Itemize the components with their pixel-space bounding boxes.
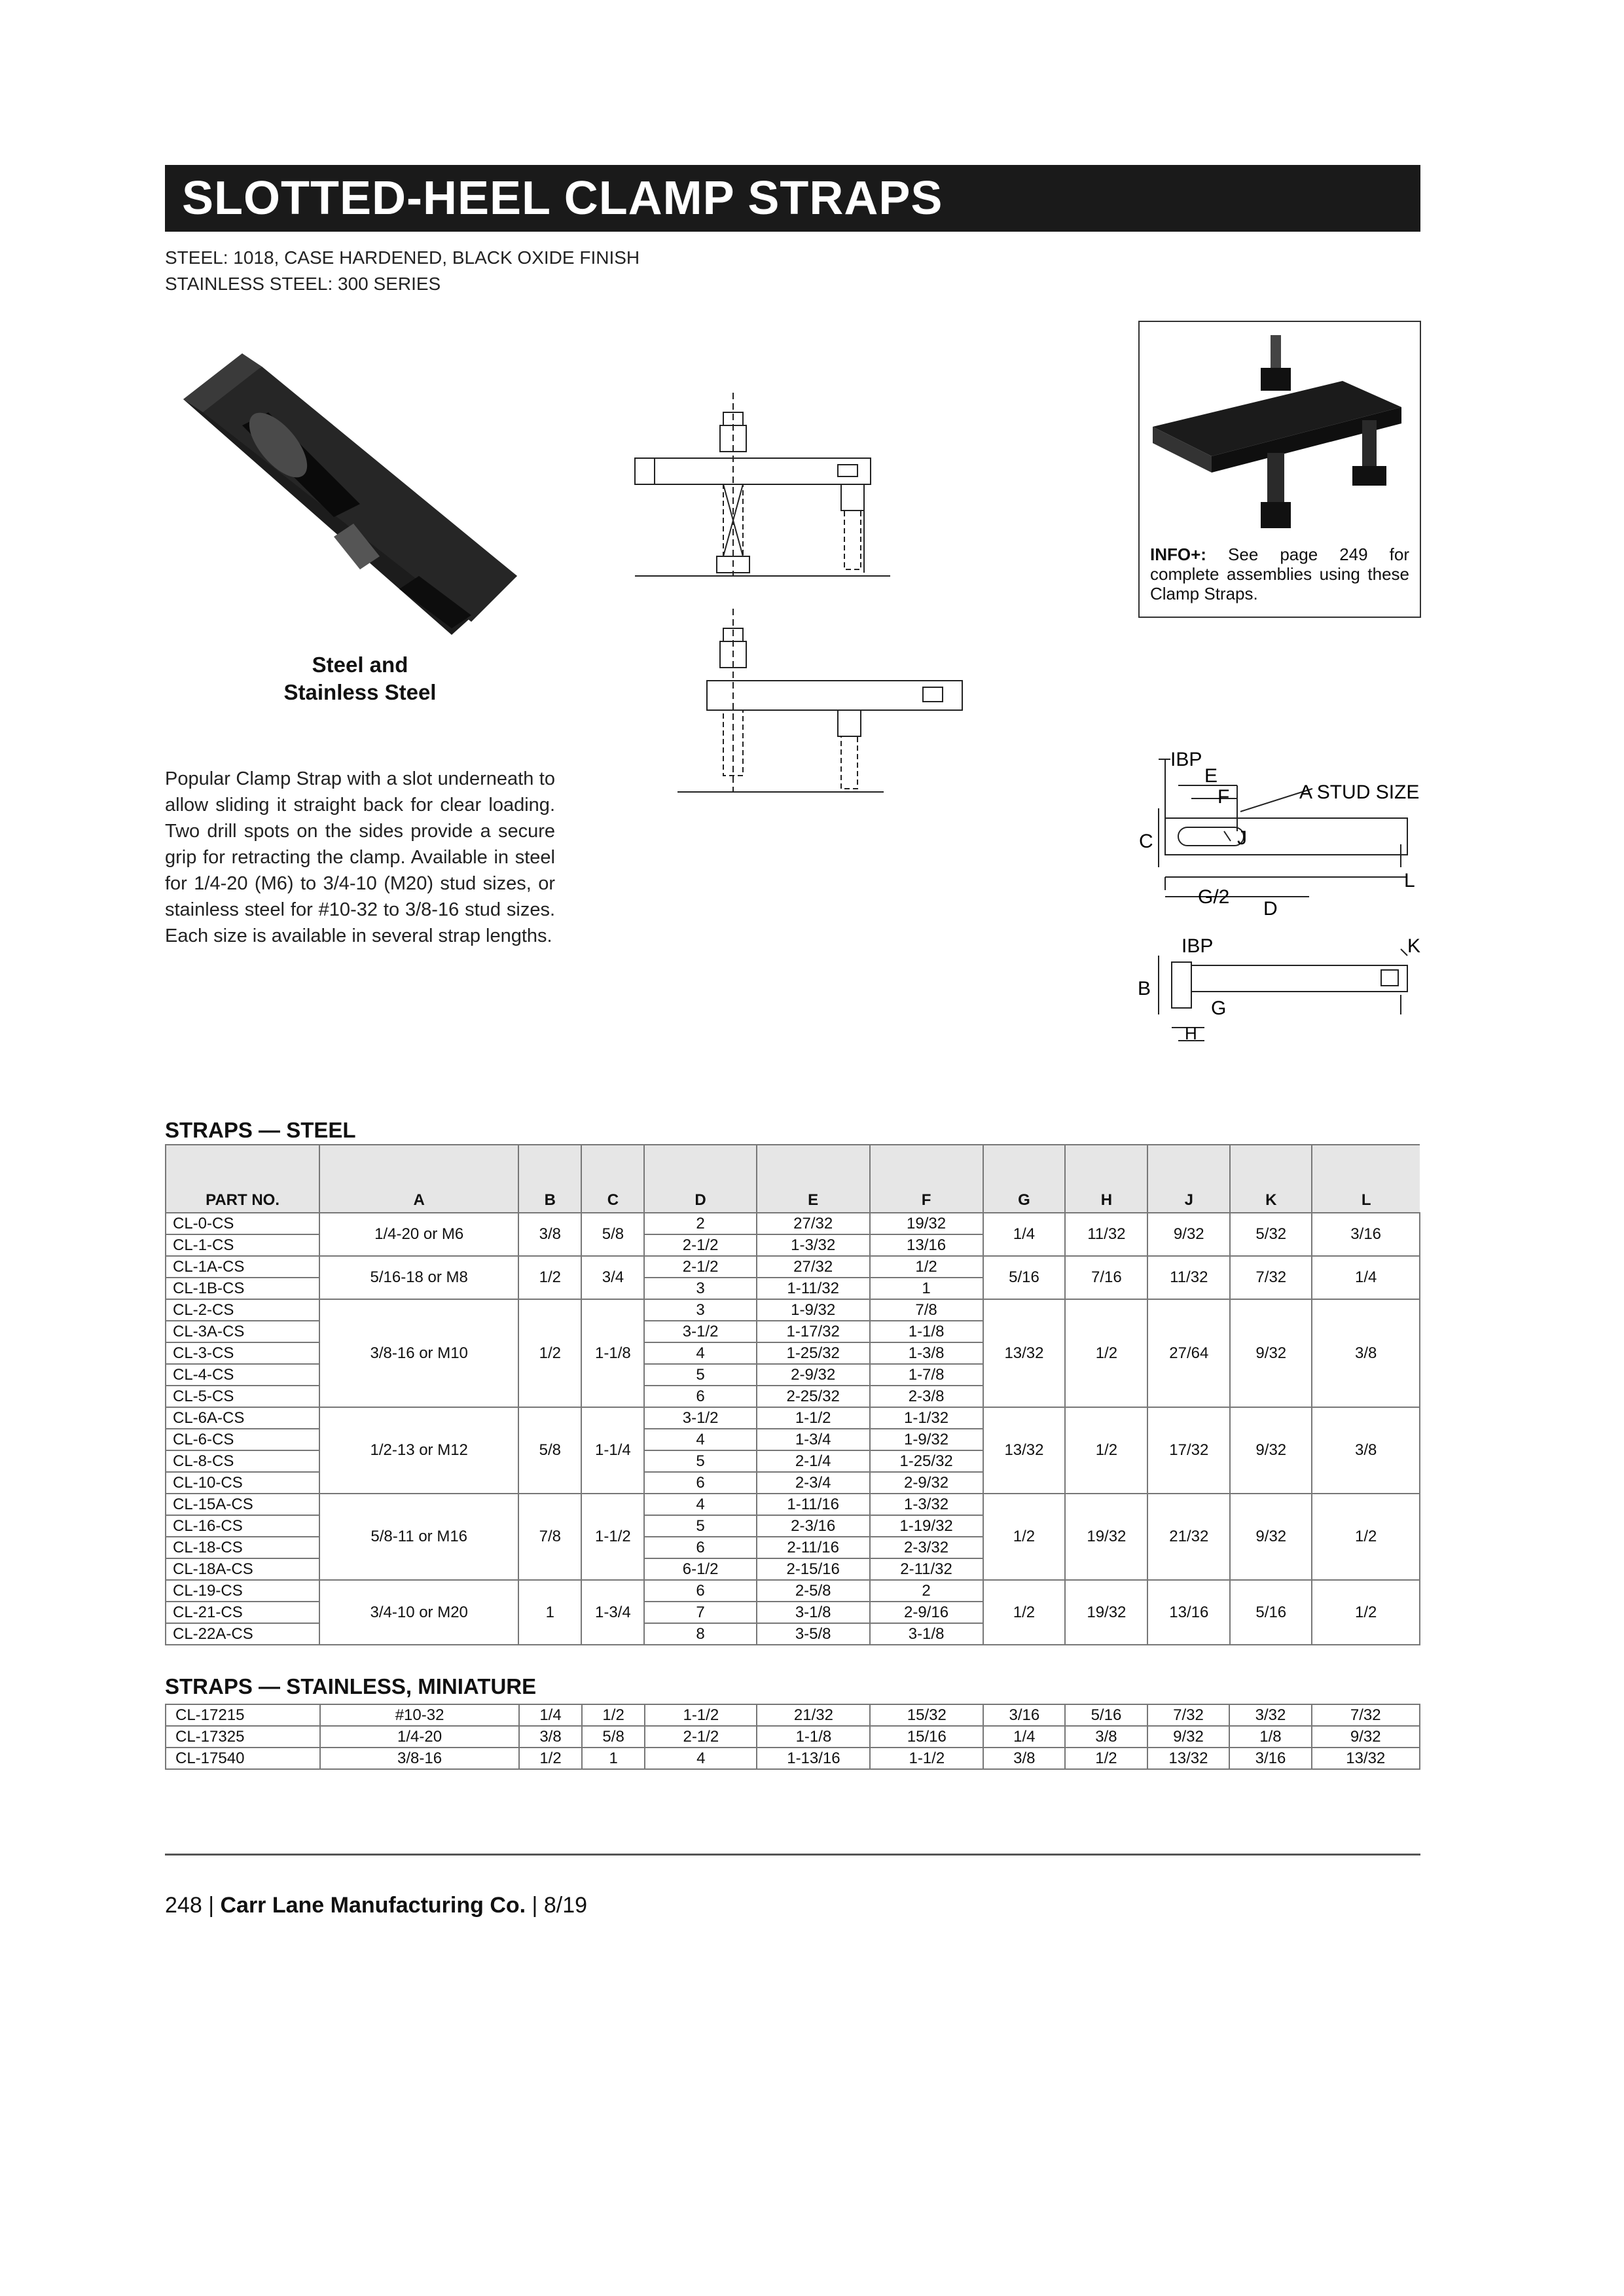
part-number-cell: CL-17325 [166,1726,320,1748]
dim-f-cell: 1-1/2 [870,1748,983,1769]
dim-f-cell: 15/16 [870,1726,983,1748]
dim-e-cell: 1-25/32 [757,1342,870,1364]
part-number-cell: CL-0-CS [166,1213,319,1234]
dim-d-cell: 2-1/2 [644,1234,756,1256]
page-footer [165,1893,587,1918]
dim-d-cell: 4 [644,1342,756,1364]
dim-label-g: G [1211,997,1227,1019]
dim-f-cell: 1-3/8 [870,1342,983,1364]
dim-b-cell: 1/2 [518,1299,581,1407]
steel-table-header [166,1145,1420,1213]
caption-line-2: Stainless Steel [283,680,437,704]
dim-f-cell: 2-11/32 [870,1558,983,1580]
page-title: SLOTTED-HEEL CLAMP STRAPS [182,172,943,224]
dim-d-cell: 6 [644,1537,756,1558]
part-number-cell: CL-3-CS [166,1342,319,1364]
dim-f-cell: 2 [870,1580,983,1602]
dim-d-cell: 3-1/2 [644,1407,756,1429]
dim-e-cell: 1-11/16 [757,1494,870,1515]
header-part-no: PART NO. [166,1145,319,1213]
dim-e-cell: 27/32 [757,1256,870,1278]
dim-b-cell: 1 [518,1580,581,1645]
dim-label-ibp: IBP [1170,749,1202,770]
dim-g-cell: 1/2 [983,1494,1066,1580]
dim-d-cell: 5 [644,1450,756,1472]
clamp-elevation-drawing-2 [674,602,982,798]
dim-f-cell: 1/2 [870,1256,983,1278]
dim-h-cell: 1/2 [1065,1407,1147,1494]
dim-h-cell: 1/2 [1065,1748,1147,1769]
stud-size-cell: 3/8-16 or M10 [319,1299,518,1407]
dim-d-cell: 2-1/2 [645,1726,757,1748]
dim-e-cell: 1-3/32 [757,1234,870,1256]
part-number-cell: CL-15A-CS [166,1494,319,1515]
header-j: J [1147,1145,1230,1213]
dim-e-cell: 2-3/4 [757,1472,870,1494]
dim-k-cell: 3/32 [1229,1704,1311,1726]
dim-h-cell: 1/2 [1065,1299,1147,1407]
company-name: Carr Lane Manufacturing Co. [220,1893,526,1918]
dim-b-cell: 1/2 [519,1748,582,1769]
header-a: A [319,1145,518,1213]
dim-f-cell: 1-1/8 [870,1321,983,1342]
dim-e-cell: 2-9/32 [757,1364,870,1386]
table-row [166,1580,1420,1602]
dim-l-cell: 9/32 [1312,1726,1420,1748]
spec-stainless: STAINLESS STEEL: 300 SERIES [165,274,441,294]
dim-k-cell: 5/32 [1230,1213,1312,1256]
dim-d-cell: 2 [644,1213,756,1234]
header-e: E [757,1145,870,1213]
dim-j-cell: 9/32 [1147,1726,1230,1748]
dim-label-j: J [1237,827,1247,849]
part-number-cell: CL-16-CS [166,1515,319,1537]
dim-f-cell: 3-1/8 [870,1623,983,1645]
dim-j-cell: 17/32 [1147,1407,1230,1494]
dim-label-d: D [1263,898,1278,920]
dim-c-cell: 5/8 [582,1726,645,1748]
part-number-cell: CL-2-CS [166,1299,319,1321]
dim-f-cell: 15/32 [870,1704,983,1726]
dim-g-cell: 1/2 [983,1580,1066,1645]
dim-d-cell: 1-1/2 [645,1704,757,1726]
dim-d-cell: 3 [644,1278,756,1299]
dim-j-cell: 7/32 [1147,1704,1230,1726]
table-row [166,1407,1420,1429]
dim-h-cell: 19/32 [1065,1494,1147,1580]
part-number-cell: CL-1-CS [166,1234,319,1256]
dim-f-cell: 1 [870,1278,983,1299]
dim-d-cell: 7 [644,1602,756,1623]
part-number-cell: CL-1A-CS [166,1256,319,1278]
clamp-elevation-drawing-1 [622,386,903,583]
dim-k-cell: 7/32 [1230,1256,1312,1299]
dim-e-cell: 3-1/8 [757,1602,870,1623]
header-k: K [1230,1145,1312,1213]
info-box [1138,321,1421,618]
dim-h-cell: 3/8 [1065,1726,1147,1748]
dim-e-cell: 1-13/16 [757,1748,870,1769]
dim-f-cell: 1-19/32 [870,1515,983,1537]
dim-d-cell: 8 [644,1623,756,1645]
dim-j-cell: 27/64 [1147,1299,1230,1407]
dim-d-cell: 2-1/2 [644,1256,756,1278]
table-row [166,1748,1420,1769]
dim-f-cell: 1-25/32 [870,1450,983,1472]
part-number-cell: CL-17215 [166,1704,320,1726]
dim-k-cell: 1/8 [1229,1726,1311,1748]
dim-label-k: K [1407,935,1420,957]
caption-line-1: Steel and [312,653,408,677]
dim-g-cell: 1/4 [983,1726,1065,1748]
dim-e-cell: 3-5/8 [757,1623,870,1645]
dim-d-cell: 6 [644,1472,756,1494]
part-number-cell: CL-5-CS [166,1386,319,1407]
steel-straps-table [165,1144,1420,1645]
dim-e-cell: 2-11/16 [757,1537,870,1558]
dim-e-cell: 27/32 [757,1213,870,1234]
part-number-cell: CL-17540 [166,1748,320,1769]
dim-b-cell: 3/8 [519,1726,582,1748]
dim-g-cell: 13/32 [983,1407,1066,1494]
dim-g-cell: 3/16 [983,1704,1065,1726]
description: Popular Clamp Strap with a slot underneath to allow sliding it straight back for clear loading. Two drill spots on the sides provide a secure grip for retracting the clamp. Available in steel for 1/4-20 (M6) to 3/4-10 (M20) stud sizes, or stainless steel for #10-32 to 3/8-16 stud sizes. Each size is available in several strap lengths. [165,768,555,946]
dim-k-cell: 9/32 [1230,1299,1312,1407]
dim-d-cell: 6 [644,1580,756,1602]
header-g: G [983,1145,1066,1213]
stainless-section-title: STRAPS — STAINLESS, MINIATURE [165,1674,537,1698]
footer-separator-2: | [532,1893,538,1918]
dim-e-cell: 2-15/16 [757,1558,870,1580]
dim-e-cell: 1-11/32 [757,1278,870,1299]
title-bar [165,165,1420,232]
publication-date: 8/19 [543,1893,588,1918]
dim-l-cell: 3/16 [1312,1213,1420,1256]
dim-c-cell: 1-3/4 [581,1580,644,1645]
footer-divider [165,1854,1420,1856]
dim-b-cell: 7/8 [518,1494,581,1580]
page-number: 248 [165,1893,202,1918]
dim-j-cell: 11/32 [1147,1256,1230,1299]
info-label: INFO+: [1150,545,1206,564]
dim-c-cell: 5/8 [581,1213,644,1256]
dim-e-cell: 2-3/16 [757,1515,870,1537]
dim-f-cell: 1-9/32 [870,1429,983,1450]
dim-e-cell: 2-5/8 [757,1580,870,1602]
dim-f-cell: 2-9/32 [870,1472,983,1494]
dim-f-cell: 2-3/8 [870,1386,983,1407]
dim-f-cell: 19/32 [870,1213,983,1234]
dim-j-cell: 13/16 [1147,1580,1230,1645]
dim-f-cell: 2-9/16 [870,1602,983,1623]
dim-label-ibp-side: IBP [1182,935,1214,957]
stud-size-cell: 1/4-20 [320,1726,519,1748]
part-number-cell: CL-18A-CS [166,1558,319,1580]
dim-d-cell: 6-1/2 [644,1558,756,1580]
steel-section-title: STRAPS — STEEL [165,1118,356,1142]
header-l: L [1312,1145,1420,1213]
part-number-cell: CL-22A-CS [166,1623,319,1645]
dim-label-g2: G/2 [1198,886,1230,908]
table-row [166,1704,1420,1726]
dim-k-cell: 3/16 [1229,1748,1311,1769]
dim-label-f: F [1218,786,1230,808]
dim-k-cell: 9/32 [1230,1407,1312,1494]
dim-e-cell: 21/32 [757,1704,870,1726]
info-text: See page 249 for complete assemblies using these Clamp Straps. [1150,545,1409,603]
dim-l-cell: 7/32 [1312,1704,1420,1726]
stainless-straps-table [165,1704,1420,1770]
table-row [166,1256,1420,1278]
dim-c-cell: 1-1/8 [581,1299,644,1407]
dim-g-cell: 1/4 [983,1213,1066,1256]
table-row [166,1299,1420,1321]
part-number-cell: CL-10-CS [166,1472,319,1494]
dim-j-cell: 21/32 [1147,1494,1230,1580]
dim-label-l: L [1404,870,1415,891]
dim-k-cell: 9/32 [1230,1494,1312,1580]
dim-f-cell: 2-3/32 [870,1537,983,1558]
header-f: F [870,1145,983,1213]
stud-size-cell: 1/2-13 or M12 [319,1407,518,1494]
part-number-cell: CL-21-CS [166,1602,319,1623]
dim-h-cell: 11/32 [1065,1213,1147,1256]
table-row [166,1494,1420,1515]
dimension-diagram-top [1132,746,1420,923]
part-number-cell: CL-6-CS [166,1429,319,1450]
dim-l-cell: 1/4 [1312,1256,1420,1299]
dim-l-cell: 3/8 [1312,1407,1420,1494]
dim-f-cell: 1-7/8 [870,1364,983,1386]
product-caption [236,651,484,706]
dim-d-cell: 4 [644,1494,756,1515]
dim-c-cell: 1-1/4 [581,1407,644,1494]
table-row [166,1726,1420,1748]
dim-e-cell: 1-1/8 [757,1726,870,1748]
dim-f-cell: 7/8 [870,1299,983,1321]
stud-size-cell: 3/4-10 or M20 [319,1580,518,1645]
dim-h-cell: 19/32 [1065,1580,1147,1645]
dim-g-cell: 13/32 [983,1299,1066,1407]
dim-label-c: C [1139,831,1153,852]
dim-b-cell: 5/8 [518,1407,581,1494]
part-number-cell: CL-3A-CS [166,1321,319,1342]
dim-f-cell: 1-1/32 [870,1407,983,1429]
part-number-cell: CL-6A-CS [166,1407,319,1429]
dim-c-cell: 1 [582,1748,645,1769]
header-b: B [518,1145,581,1213]
dim-f-cell: 13/16 [870,1234,983,1256]
dim-l-cell: 3/8 [1312,1299,1420,1407]
dim-d-cell: 6 [644,1386,756,1407]
dim-label-a-stud: A STUD SIZE [1299,781,1420,803]
dim-c-cell: 1/2 [582,1704,645,1726]
dim-d-cell: 4 [644,1429,756,1450]
stud-size-cell: #10-32 [320,1704,519,1726]
dim-e-cell: 2-1/4 [757,1450,870,1472]
clamp-strap-photo [164,340,517,648]
dim-g-cell: 3/8 [983,1748,1065,1769]
stainless-table-body [166,1704,1420,1769]
dim-d-cell: 3-1/2 [644,1321,756,1342]
stud-size-cell: 3/8-16 [320,1748,519,1769]
stud-size-cell: 5/8-11 or M16 [319,1494,518,1580]
footer-separator-1: | [208,1893,215,1918]
clamp-assembly-photo [1140,322,1420,538]
dim-d-cell: 3 [644,1299,756,1321]
dim-label-b: B [1138,978,1151,999]
header-c: C [581,1145,644,1213]
dim-e-cell: 1-9/32 [757,1299,870,1321]
part-number-cell: CL-8-CS [166,1450,319,1472]
stud-size-cell: 1/4-20 or M6 [319,1213,518,1256]
dim-d-cell: 4 [645,1748,757,1769]
dim-d-cell: 5 [644,1515,756,1537]
dim-l-cell: 13/32 [1312,1748,1420,1769]
dim-b-cell: 1/4 [519,1704,582,1726]
dim-label-h: H [1185,1024,1197,1043]
steel-table-body [166,1213,1420,1645]
dim-l-cell: 1/2 [1312,1580,1420,1645]
stud-size-cell: 5/16-18 or M8 [319,1256,518,1299]
dim-e-cell: 1-1/2 [757,1407,870,1429]
dim-e-cell: 2-25/32 [757,1386,870,1407]
part-number-cell: CL-4-CS [166,1364,319,1386]
table-row [166,1213,1420,1234]
part-number-cell: CL-18-CS [166,1537,319,1558]
dim-e-cell: 1-3/4 [757,1429,870,1450]
dim-b-cell: 3/8 [518,1213,581,1256]
dim-h-cell: 7/16 [1065,1256,1147,1299]
spec-steel: STEEL: 1018, CASE HARDENED, BLACK OXIDE FINISH [165,247,640,268]
dim-d-cell: 5 [644,1364,756,1386]
part-number-cell: CL-1B-CS [166,1278,319,1299]
dimension-diagram-side [1132,929,1420,1047]
dim-j-cell: 9/32 [1147,1213,1230,1256]
dim-e-cell: 1-17/32 [757,1321,870,1342]
dim-h-cell: 5/16 [1065,1704,1147,1726]
part-number-cell: CL-19-CS [166,1580,319,1602]
dim-c-cell: 1-1/2 [581,1494,644,1580]
info-note [1150,545,1409,603]
dim-f-cell: 1-3/32 [870,1494,983,1515]
dim-b-cell: 1/2 [518,1256,581,1299]
dim-label-e: E [1204,765,1218,787]
dim-k-cell: 5/16 [1230,1580,1312,1645]
dim-g-cell: 5/16 [983,1256,1066,1299]
dim-l-cell: 1/2 [1312,1494,1420,1580]
dim-c-cell: 3/4 [581,1256,644,1299]
header-d: D [644,1145,756,1213]
header-h: H [1065,1145,1147,1213]
dim-j-cell: 13/32 [1147,1748,1230,1769]
